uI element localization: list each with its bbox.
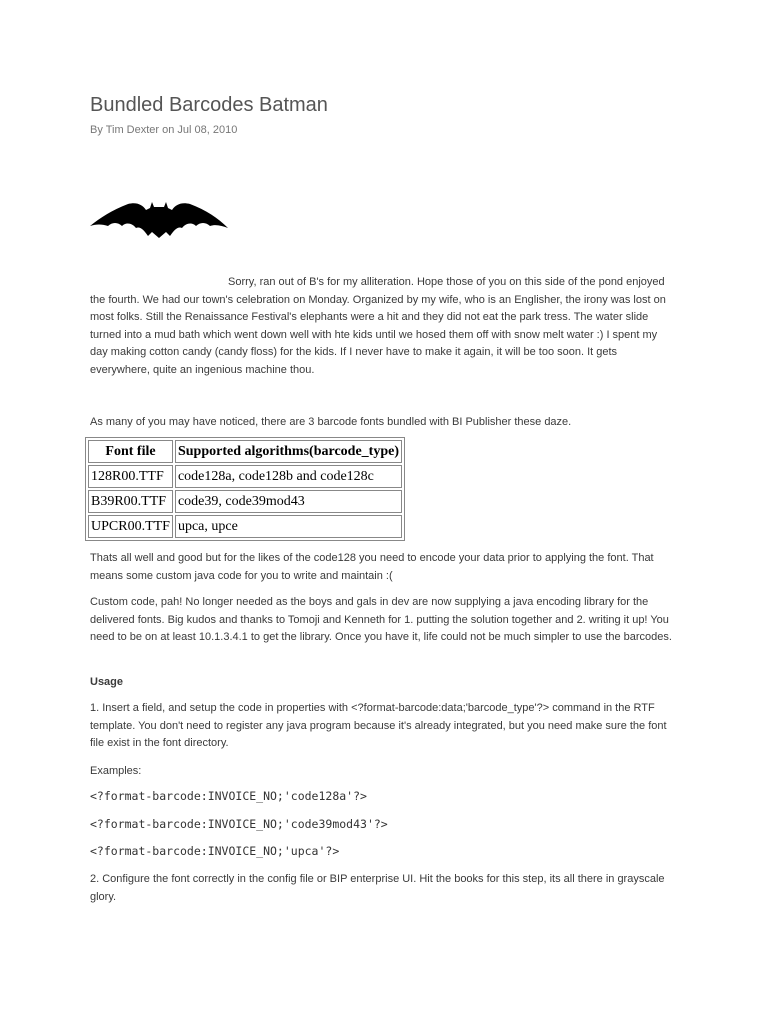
barcode-fonts-table-wrapper	[85, 437, 405, 541]
table-header-row	[88, 440, 402, 463]
table-header-cell: Font file	[88, 440, 173, 463]
intro-paragraph: Sorry, ran out of B's for my alliteration. Hope those of you on this side of the pond enjoyed the fourth. We had our town's celebration on Monday. Organized by my wife, who is an Englisher, the irony was lost on most folks. Still the Renaissance Festival's elephants were a hit and they did not eat the park tress. The water slide turned into a mud bath which went down well with hte kids until we hosed them off with snow melt water :) I spent my day making cotton candy (candy floss) for the kids. If I never have to make it again, it will be too soon. It gets everywhere, quite an ingenious machine thou.	[90, 276, 666, 376]
custom-code-paragraph: Custom code, pah! No longer needed as the boys and gals in dev are now supplying a java encoding library for the delivered fonts. Big kudos and thanks to Tomoji and Kenneth for 1. putting the solution together and 2. writing it up! You need to be on at least 10.1.3.4.1 to get the library. Once you have it, life could not be much simpler to use the barcodes.	[90, 596, 672, 643]
examples-label: Examples:	[90, 765, 142, 777]
table-cell: B39R00.TTF	[88, 490, 173, 513]
table-row	[88, 490, 402, 513]
code-example: <?format-barcode:INVOICE_NO;'upca'?>	[90, 844, 340, 858]
table-cell: code39, code39mod43	[175, 490, 402, 513]
bat-silhouette-image	[90, 196, 228, 238]
usage-heading: Usage	[90, 676, 124, 688]
table-row	[88, 515, 402, 538]
step-2-paragraph: 2. Configure the font correctly in the config file or BIP enterprise UI. Hit the books for this step, its all there in grayscale glory.	[90, 873, 665, 903]
encode-paragraph: Thats all well and good but for the likes of the code128 you need to encode your data prior to applying the font. That means some custom java code for you to write and maintain :(	[90, 552, 654, 582]
table-cell: upca, upce	[175, 515, 402, 538]
article-title: Bundled Barcodes Batman	[90, 94, 328, 116]
barcode-fonts-table	[85, 437, 405, 541]
table-cell: UPCR00.TTF	[88, 515, 173, 538]
table-cell: code128a, code128b and code128c	[175, 465, 402, 488]
step-1-paragraph: 1. Insert a field, and setup the code in properties with <?format-barcode:data;'barcode_type'?> command in the RTF template. You don't need to register any java program because it's already integrated, but you need make sure the font file exist in the font directory.	[90, 702, 667, 749]
table-cell: 128R00.TTF	[88, 465, 173, 488]
code-example: <?format-barcode:INVOICE_NO;'code128a'?>	[90, 789, 367, 803]
table-header-cell: Supported algorithms(barcode_type)	[175, 440, 402, 463]
fonts-paragraph: As many of you may have noticed, there are 3 barcode fonts bundled with BI Publisher these daze.	[90, 416, 572, 428]
article-byline: By Tim Dexter on Jul 08, 2010	[90, 124, 238, 136]
table-row	[88, 465, 402, 488]
code-example: <?format-barcode:INVOICE_NO;'code39mod43'?>	[90, 817, 388, 831]
